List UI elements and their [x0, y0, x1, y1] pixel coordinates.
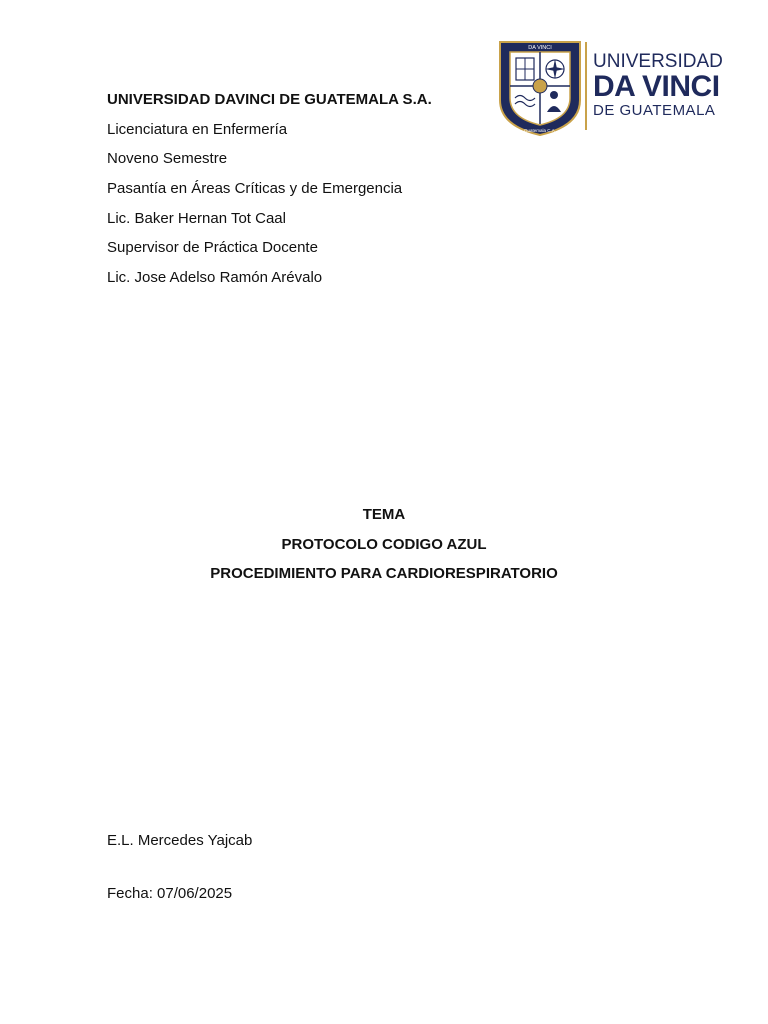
course-line: Pasantía en Áreas Críticas y de Emergencia [107, 180, 403, 197]
seal-top-text: DA VINCI [528, 45, 552, 51]
date-line: Fecha: 07/06/2025 [107, 885, 233, 902]
topic-label: TEMA [362, 506, 406, 523]
program-line: Licenciatura en Enfermería [107, 121, 288, 138]
logo-wordmark [593, 52, 723, 118]
logo-divider [585, 42, 587, 130]
topic-subtitle: PROCEDIMIENTO PARA CARDIORESPIRATORIO [210, 565, 558, 582]
instructor-line: Lic. Baker Hernan Tot Caal [107, 210, 286, 227]
wordmark-line-3: DE GUATEMALA [593, 102, 716, 119]
seal-bottom-text: Guatemala C.A. [523, 128, 557, 133]
wordmark-line-1: UNIVERSIDAD [593, 51, 723, 72]
university-logo [497, 38, 725, 138]
university-seal-icon [497, 38, 583, 138]
topic-title: PROTOCOLO CODIGO AZUL [281, 536, 487, 553]
supervisor-name-line: Lic. Jose Adelso Ramón Arévalo [107, 269, 323, 286]
wordmark-line-2: DA VINCI [593, 70, 720, 103]
institution-name: UNIVERSIDAD DAVINCI DE GUATEMALA S.A. [107, 91, 432, 108]
author-line: E.L. Mercedes Yajcab [107, 832, 253, 849]
supervisor-role-line: Supervisor de Práctica Docente [107, 239, 318, 256]
semester-line: Noveno Semestre [107, 150, 228, 167]
